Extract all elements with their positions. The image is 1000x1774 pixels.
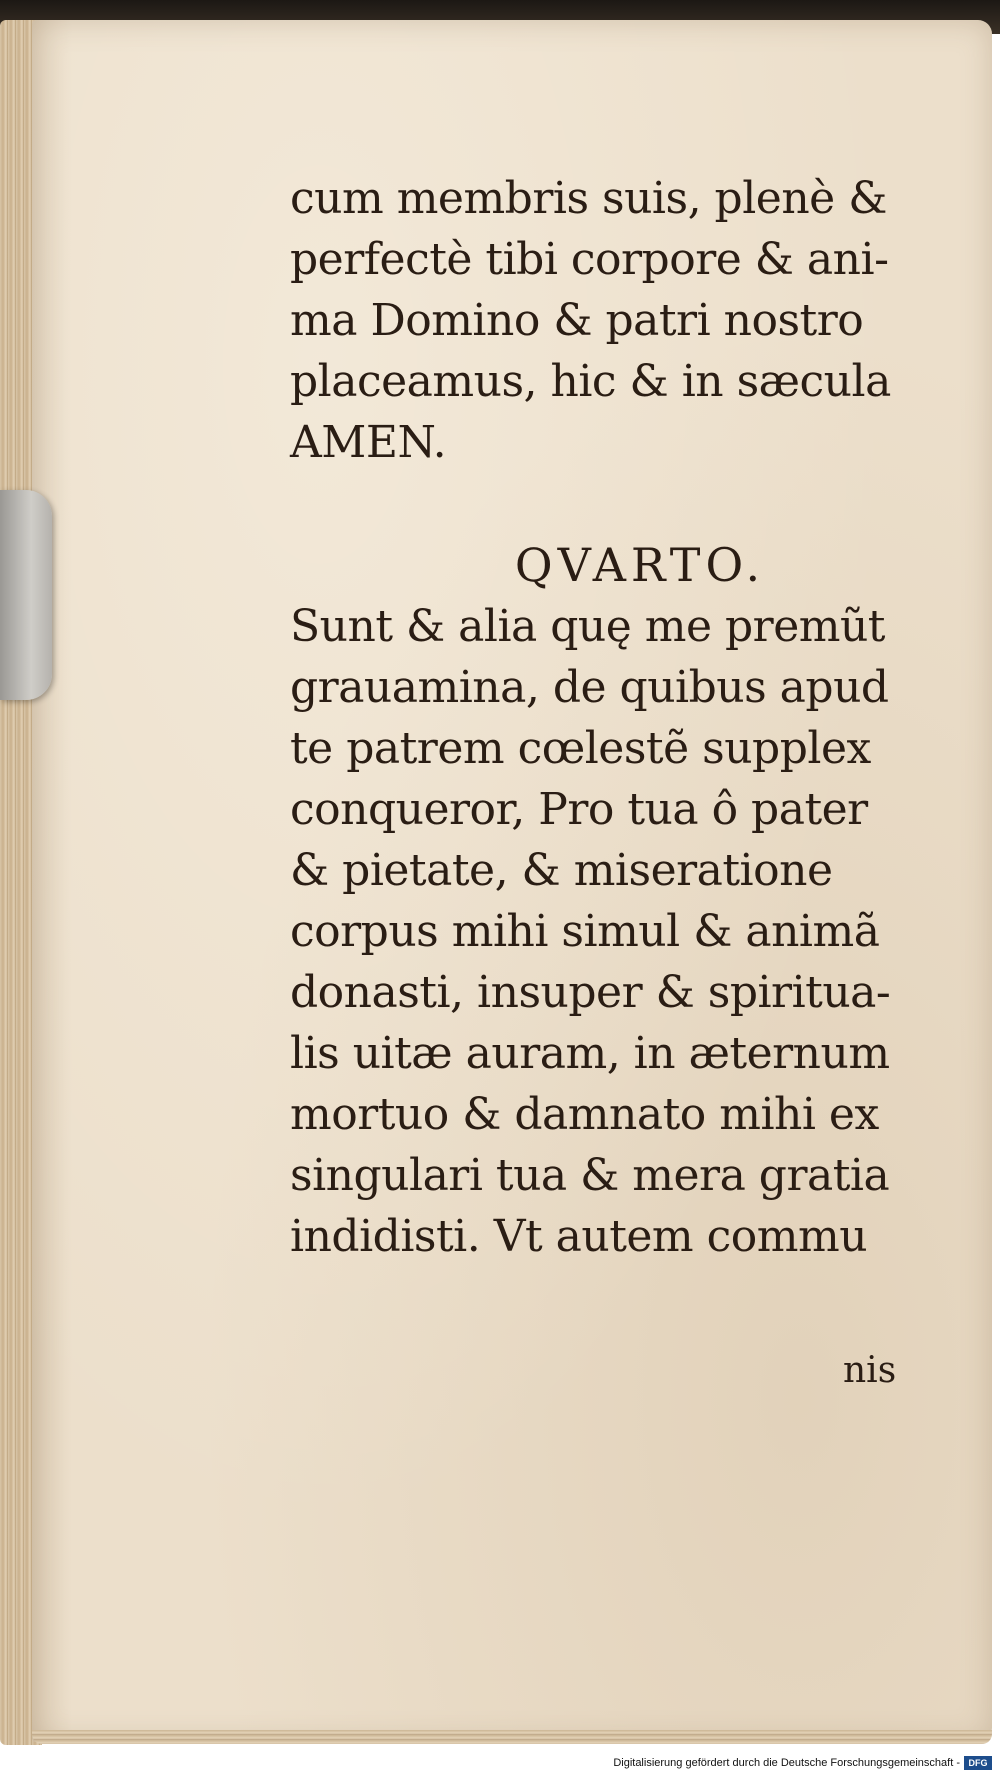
text-line: corpus mihi simul & animã <box>290 906 880 957</box>
page-text <box>290 168 950 1267</box>
text-line: Sunt & alia quę me premũt <box>290 601 885 652</box>
text-line: perfectè tibi corpore & ani- <box>290 234 889 285</box>
text-line: singulari tua & mera gratia <box>290 1150 890 1201</box>
text-line: grauamina, de quibus apud <box>290 662 889 713</box>
text-line: mortuo & damnato mihi ex <box>290 1089 879 1140</box>
text-line: AMEN. <box>290 417 447 468</box>
text-line: lis uitæ auram, in æternum <box>290 1028 890 1079</box>
catchword: nis <box>843 1350 897 1391</box>
section-heading: QVARTO. <box>514 538 766 592</box>
dfg-logo: DFG <box>964 1756 992 1770</box>
page-clip <box>0 490 52 700</box>
text-line: conqueror, Pro tua ô pater <box>290 784 868 835</box>
text-line: ma Domino & patri nostro <box>290 295 864 346</box>
page-bottom-edges <box>32 1730 992 1744</box>
funding-credit: Digitalisierung gefördert durch die Deutsche Forschungsgemeinschaft - <box>613 1757 960 1769</box>
text-line: & pietate, & miseratione <box>290 845 833 896</box>
text-line: donasti, insuper & spiritua- <box>290 967 891 1018</box>
text-line: placeamus, hic & in sæcula <box>290 356 891 407</box>
text-line: cum membris suis, plenè & <box>290 173 887 224</box>
text-line: te patrem cœlestẽ supplex <box>290 723 871 774</box>
text-line: indidisti. Vt autem commu <box>290 1211 868 1262</box>
